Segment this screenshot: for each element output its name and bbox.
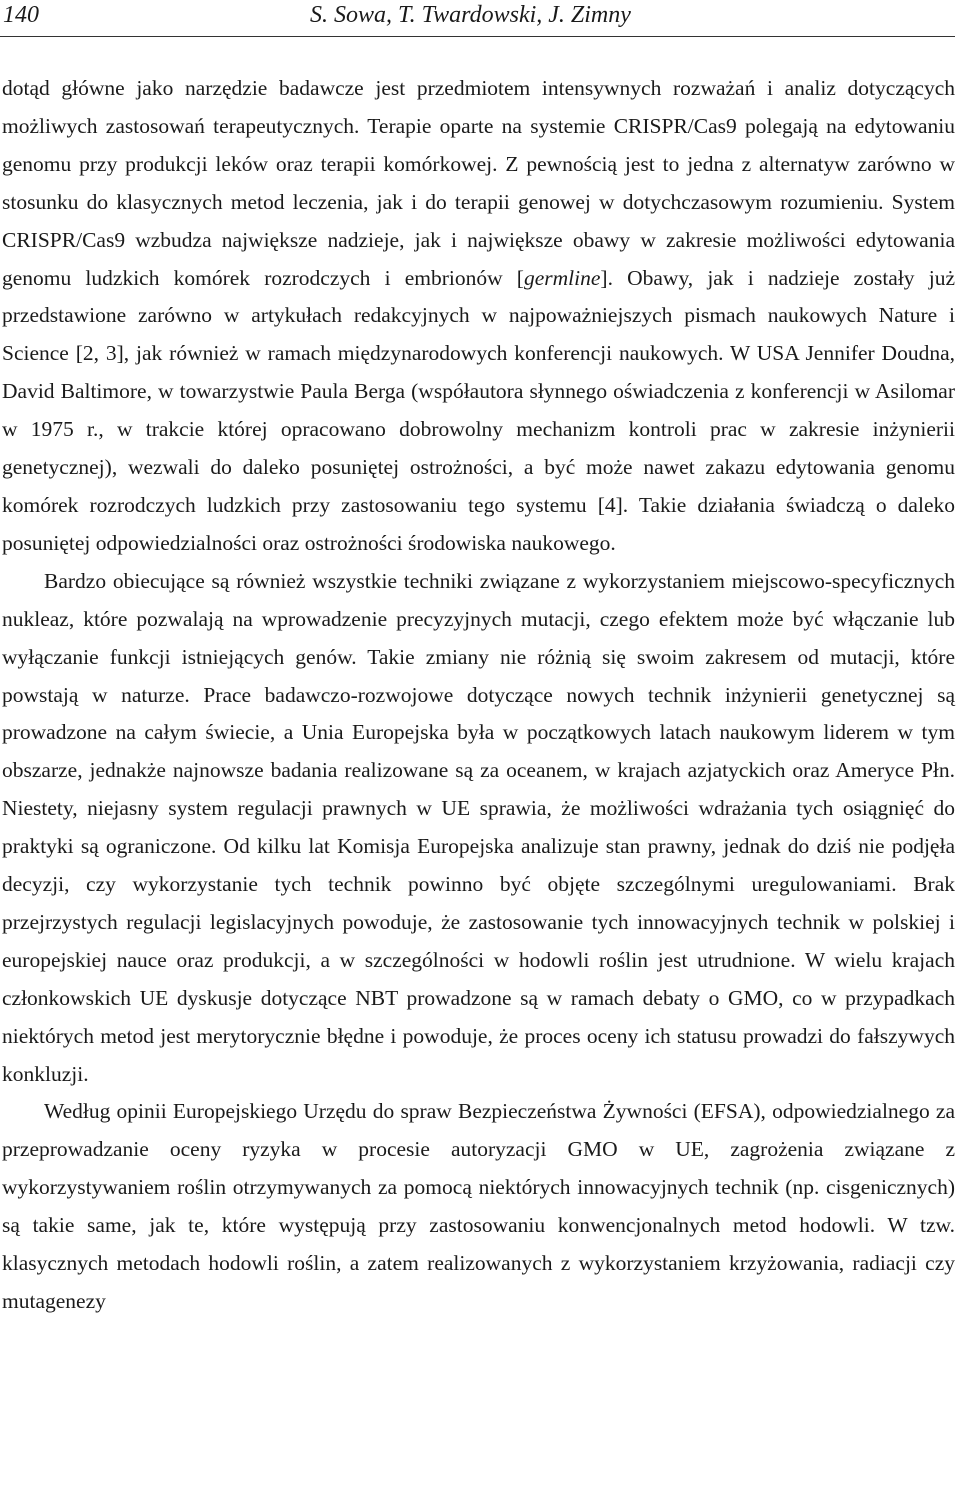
paragraph-3: Według opinii Europejskiego Urzędu do spraw Bezpieczeństwa Żywności (EFSA), odpowiedzialnego za przeprowadzanie oceny ryzyka w procesie autoryzacji GMO w UE, zagrożenia związane z wykorzystywaniem roślin otrzymywanych za pomocą niektórych innowacyjnych technik (np. cisgenicznych) są takie same, jak te, które występują przy zastosowaniu konwencjonalnych metod hodowli. W tzw. klasycznych metodach hodowli roślin, a zatem realizowanych z wykorzystaniem krzyżowania, radiacji czy mutagenezy [2,1099,955,1313]
running-head-authors: S. Sowa, T. Twardowski, J. Zimny [310,2,631,28]
germline-term: germline [523,265,601,290]
running-header [0,0,955,37]
page-number: 140 [3,2,39,28]
paragraph-2: Bardzo obiecujące są również wszystkie techniki związane z wykorzystaniem miejscowo-specyficznych nukleaz, które pozwalają na wprowadzenie precyzyjnych mutacji, czego efektem może być włączanie lub wyłączanie funkcji istniejących genów. Takie zmiany nie różnią się swoim zakresem od mutacji, które powstają w naturze. Prace badawczo-rozwojowe dotyczące nowych technik inżynierii genetycznej są prowadzone na całym świecie, a Unia Europejska była w początkowych latach naukowym liderem w tym obszarze, jednakże najnowsze badania realizowane są za oceanem, w krajach azjatyckich oraz Ameryce Płn. Niestety, niejasny system regulacji prawnych w UE sprawia, że możliwości wdrażania tych osiągnięć do praktyki są ograniczone. Od kilku lat Komisja Europejska analizuje stan prawny, jednak do dziś nie podjęła decyzji, czy wykorzystanie tych technik powinno być objęte szczególnymi uregulowaniami. Brak przejrzystych regulacji legislacyjnych powoduje, że zastosowanie tych innowacyjnych technik w polskiej i europejskiej nauce oraz produkcji, a w szczególności w hodowli roślin jest utrudnione. W wielu krajach członkowskich UE dyskusje dotyczące NBT prowadzone są w ramach debaty o GMO, co w przypadkach niektórych metod jest merytorycznie błędne i powoduje, że proces oceny ich statusu prowadzi do fałszywych konkluzji. [2,568,955,1086]
article-body [2,70,955,1321]
paragraph-1-text-b: ]. Obawy, jak i nadzieje zostały już przedstawione zarówno w artykułach redakcyjnych w najpoważniejszych pismach naukowych Nature i Science [2, 3], jak również w ramach międzynarodowych konferencji naukowych. W USA Jennifer Doudna, David Baltimore, w towarzystwie Paula Berga (współautora słynnego oświadczenia z konferencji w Asilomar w 1975 r., w trakcie której opracowano dobrowolny mechanizm kontroli prac w zakresie inżynierii genetycznej), wezwali do daleko posuniętej ostrożności, a być może nawet zakazu edytowania genomu komórek rozrodczych ludzkich przy zastosowaniu tego systemu [4]. Takie działania świadczą o daleko posuniętej odpowiedzialności oraz ostrożności środowiska naukowego. [2,265,955,555]
paragraph-1 [2,70,955,563]
paragraph-1-text-a: dotąd główne jako narzędzie badawcze jest przedmiotem intensywnych rozważań i analiz dotyczących możliwych zastosowań terapeutycznych. Terapie oparte na systemie CRISPR/Cas9 polegają na edytowaniu genomu przy produkcji leków oraz terapii komórkowej. Z pewnością jest to jedna z alternatyw zarówno w stosunku do klasycznych metod leczenia, jak i do terapii genowej w dotychczasowym rozumieniu. System CRISPR/Cas9 wzbudza największe nadzieje, jak i największe obawy w zakresie możliwości edytowania genomu ludzkich komórek rozrodczych i embrionów [ [2,76,955,290]
